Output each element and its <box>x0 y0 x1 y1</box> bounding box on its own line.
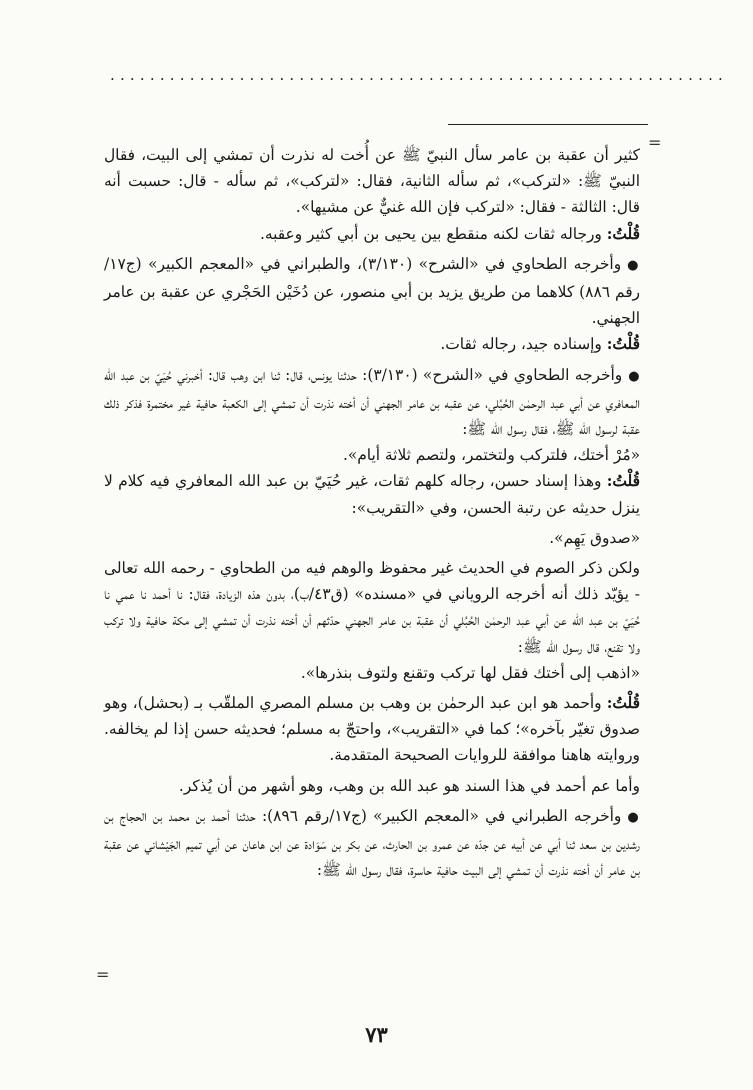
continuation-mark-bottom: = <box>96 965 110 984</box>
main-text <box>104 142 640 883</box>
paragraph-text: وأحمد هو ابن عبد الرحمٰن بن وهب بن مسلم المصري الملقّب بـ (بحشل)، وهو صدوق تغيّر بآخره»؛ كما في «التقريب»، واحتجّ به مسلم؛ فحديثه حسن إذا لم يخالفه. وروايته هاهنا موافقة للروايات الصحيحة المتقدمة. <box>104 694 640 765</box>
paragraph-10 <box>104 660 640 686</box>
paragraph-text: وأخرجه الطحاوي في «الشرح» (٣/١٣٠): حدثنا يونس، قال: ثنا ابن وهب قال: أخبرني حُيَيّ بن عبد الله المعافري عن أبي عبد الرحمٰن الحُبُلي، عن عقبه بن عامر الجهني أن أخته نذرت أن تمشي إلى الكعبة حافية غير مختمرة فذكر ذلك عقبة لرسول الله ﷺ، فقال رسول الله ﷺ: <box>104 365 640 439</box>
footnote-rule <box>448 124 648 125</box>
paragraph-12 <box>104 773 640 799</box>
bullet-icon: ● <box>628 368 641 384</box>
paragraph-1 <box>104 142 640 221</box>
paragraph-text: وإسناده جيد، رجاله ثقات. <box>440 335 607 354</box>
qult-label: قُلْتُ: <box>606 472 640 491</box>
continuation-mark-top: = <box>648 133 662 152</box>
paragraph-2 <box>104 221 640 247</box>
qult-label: قُلْتُ: <box>606 694 640 713</box>
paragraph-13 <box>104 803 640 884</box>
paragraph-text: وأخرجه الطبراني في «المعجم الكبير» (ج١٧/رقم ٨٩٦): حدثنا أحمد بن محمد بن الحجاج بن رشدين بن سعد ثنا أبي عن أبيه عن جدّه عن عمرو بن الحارث، عن بكر بن سَوَادة عن ابن هاعان عن أبي تميم الجَيْشاني عن عقبة بن عامر أن أخته نذرت أن تمشي إلى البيت حافية حاسرة، فقال رسول الله ﷺ: <box>104 806 640 880</box>
paragraph-text: وأما عم أحمد في هذا السند هو عبد الله بن وهب، وهو أشهر من أن يُذكر. <box>178 776 640 795</box>
paragraph-text: وأخرجه الطحاوي في «الشرح» (٣/١٣٠)، والطبراني في «المعجم الكبير» (ج١٧/رقم ٨٨٦) كلاهما من طريق يزيد بن أبي منصور، عن دُخَيْن الحَجْري عن عقبة بن عامر الجهني. <box>104 254 640 328</box>
paragraph-text: «اذهب إلى أختك فقل لها تركب وتقنع ولتوف بنذرها». <box>300 663 640 682</box>
paragraph-9 <box>104 555 640 660</box>
qult-label: قُلْتُ: <box>606 224 640 243</box>
qult-label: قُلْتُ: <box>606 335 640 354</box>
paragraph-4 <box>104 331 640 357</box>
paragraph-text: ولكن ذكر الصوم في الحديث غير محفوظ والوهم فيه من الطحاوي - رحمه الله تعالى - يؤيّد ذلك أنه أخرجه الروياني في «مسنده» (ق٤٣/ب)، بدون هذه الزيادة، فقال: نا أحمد نا عمي نا حُيَيّ بن عبد الله عن أبي عبد الرحمٰن الحُبُلي أن عقبة بن عامر الجهني حدّثهم أن أخته نذرت أن تمشي إلى مكة حافية ولا تركب ولا تقنع، قال رسول الله ﷺ: <box>104 559 640 656</box>
page-number: ٧٣ <box>365 1022 388 1047</box>
paragraph-text: وهذا إسناد حسن، رجاله كلهم ثقات، غير حُيَيّ بن عبد الله المعافري فيه كلام لا ينزل حديثه عن رتبة الحسن، وفي «التقريب»: <box>104 472 640 517</box>
paragraph-6 <box>104 442 640 468</box>
paragraph-5 <box>104 362 640 443</box>
paragraph-text: «صدوق يَهِم». <box>549 528 640 547</box>
bullet-icon: ● <box>627 257 640 273</box>
paragraph-11 <box>104 690 640 769</box>
bullet-icon: ● <box>627 809 640 825</box>
paragraph-text: ورجاله ثقات لكنه منقطع بين يحيى بن أبي كثير وعقبه. <box>259 224 607 243</box>
dotted-separator: .............................................................. <box>110 66 729 84</box>
paragraph-7 <box>104 468 640 520</box>
paragraph-3 <box>104 251 640 332</box>
paragraph-text: «مُرْ أختك، فلتركب ولتختمر، ولتصم ثلاثة أيام». <box>342 446 640 465</box>
paragraph-8 <box>104 525 640 551</box>
paragraph-text: كثير أن عقبة بن عامر سأل النبيّ ﷺ عن أُخت له نذرت أن تمشي إلى البيت، فقال النبيّ ﷺ: «لتركب»، ثم سأله الثانية، فقال: «لتركب»، ثم سأله - قال: حسبت أنه قال: الثالثة - فقال: «لتركب فإن الله غنيٌّ عن مشيها». <box>104 146 640 217</box>
